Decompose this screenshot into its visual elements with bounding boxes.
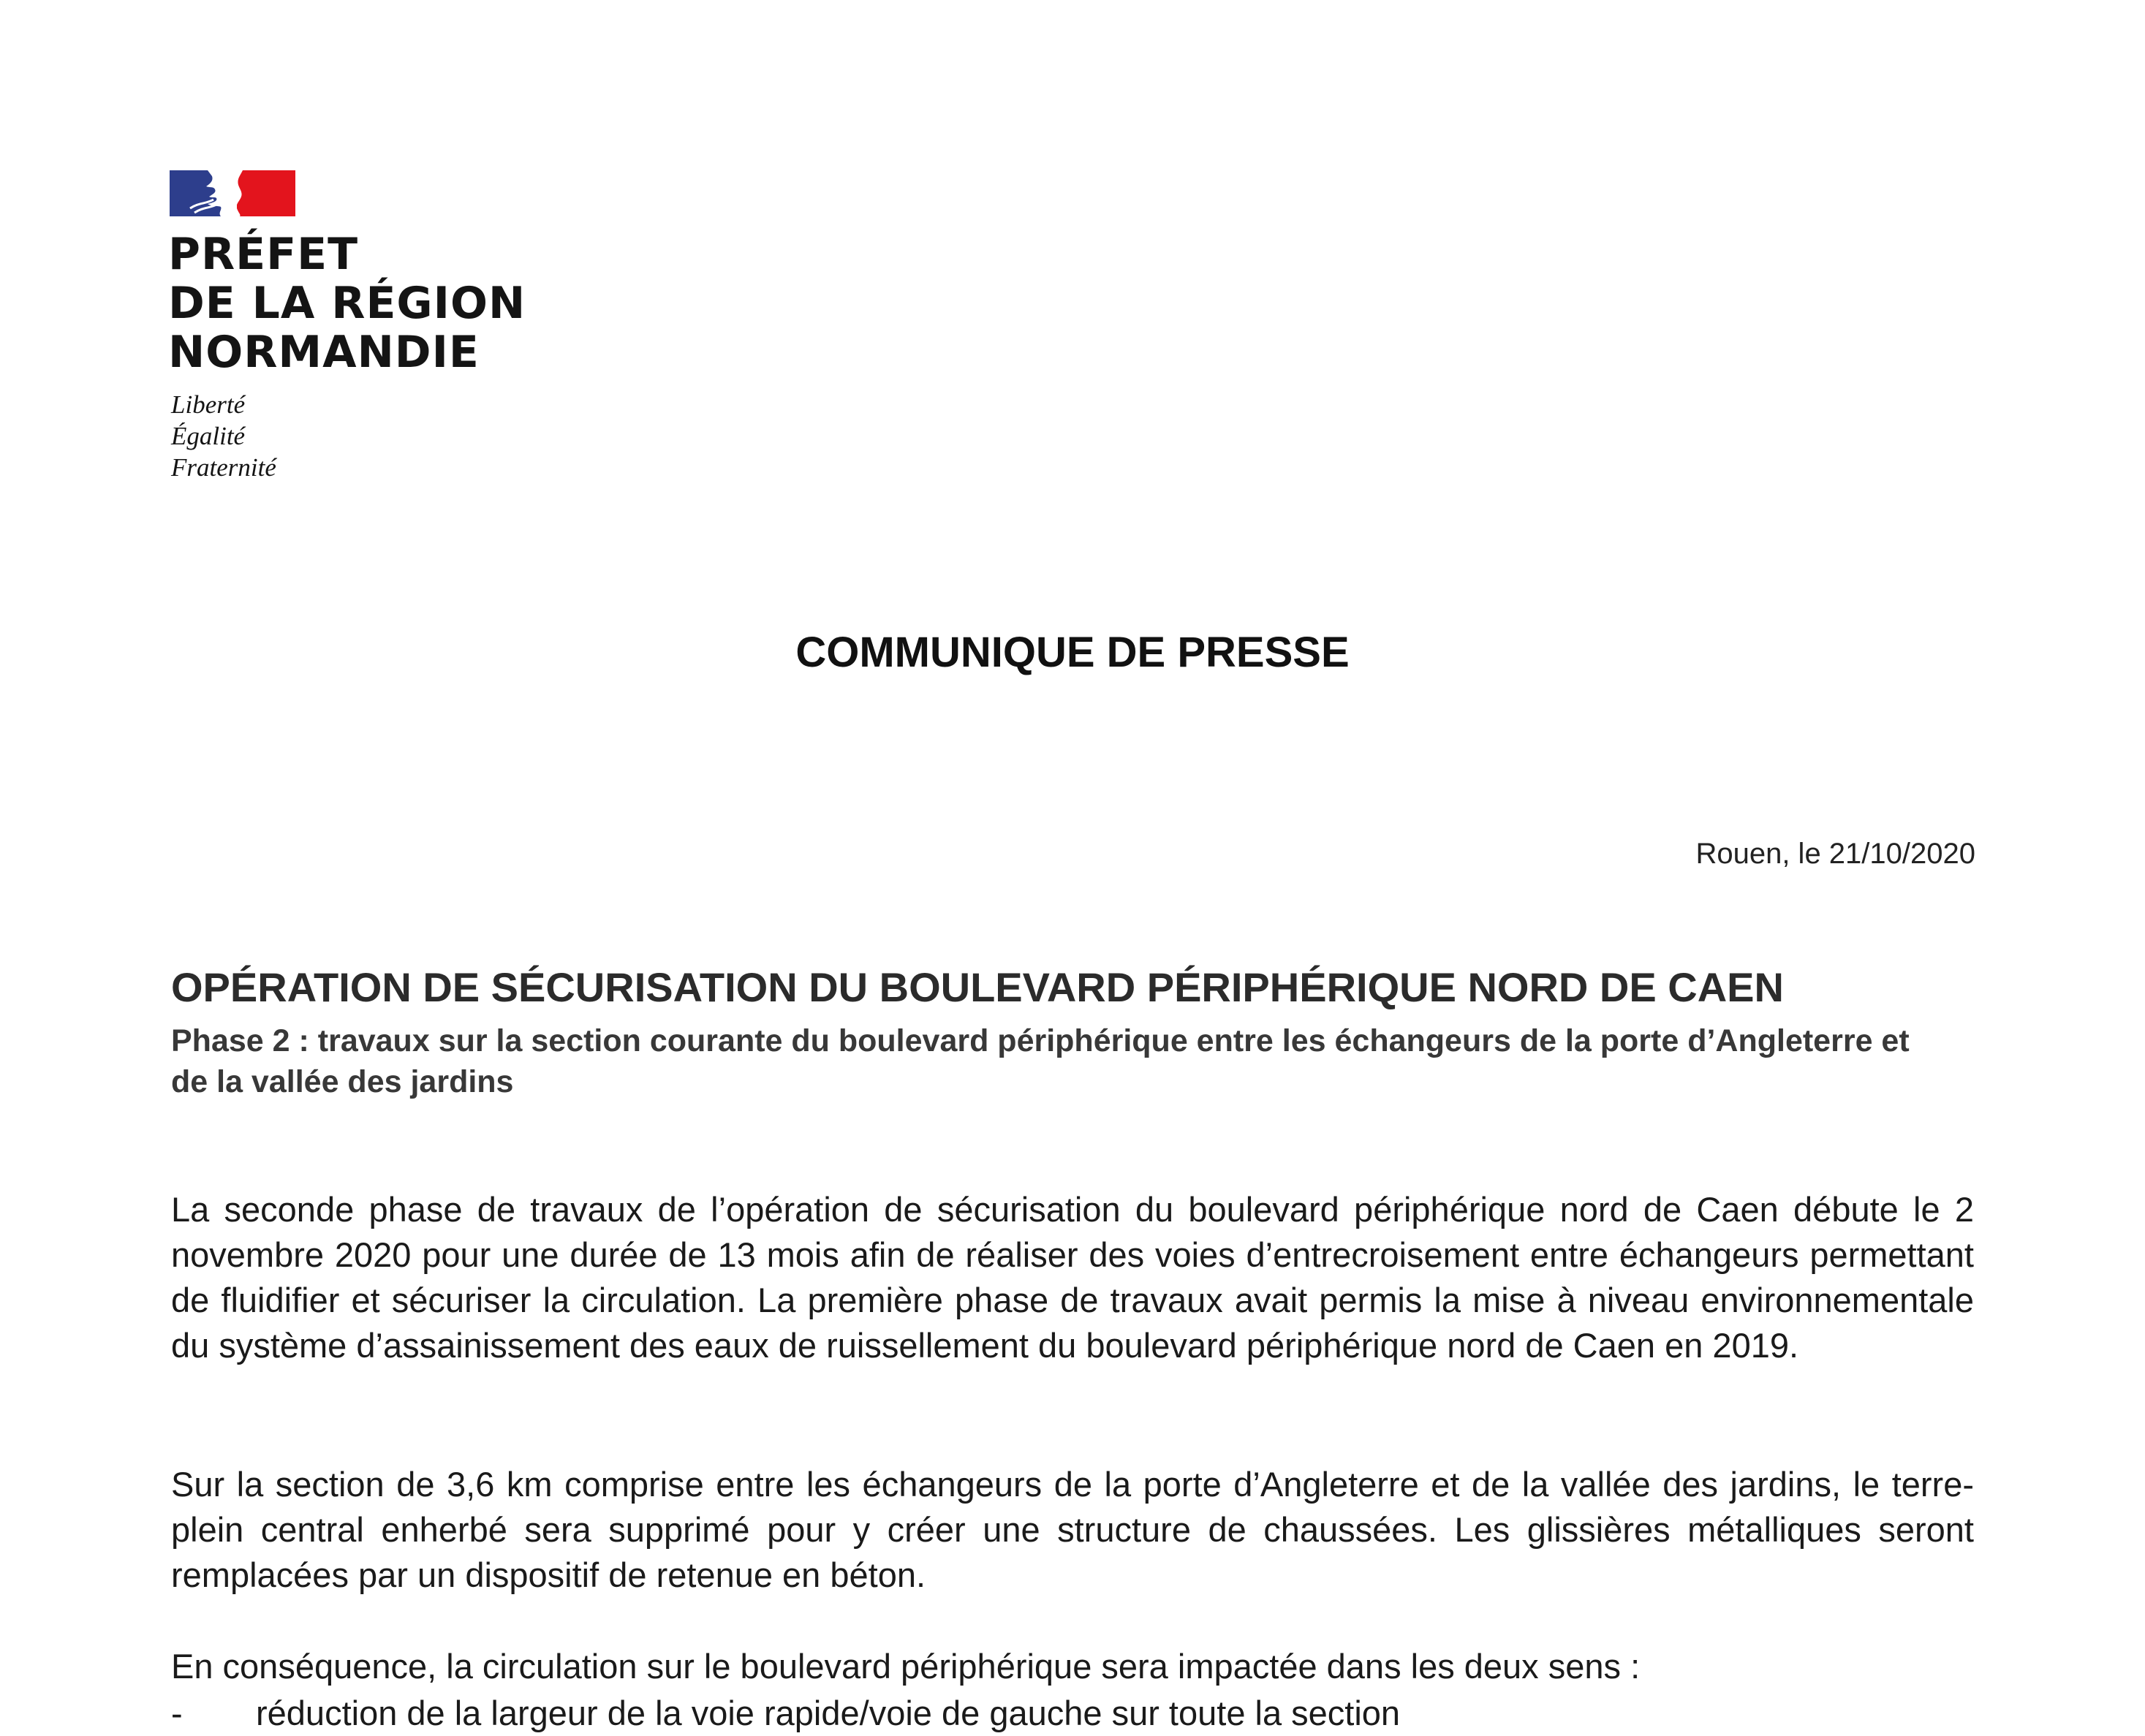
- body-paragraph: Sur la section de 3,6 km comprise entre les échangeurs de la porte d’Angleterre et de la vallée des jardins, le terre-plein central enherbé sera supprimé pour y créer une structure de chaussées. Les glissières métalliques seront remplacées par un dispositif de retenue en béton.: [171, 1465, 1974, 1594]
- motto-egalite: Égalité: [171, 422, 246, 450]
- marianne-flag-logo: [170, 170, 295, 216]
- list-item-text: réduction de la largeur de la voie rapide/voie de gauche sur toute la section: [256, 1694, 1401, 1732]
- place-and-date: Rouen, le 21/10/2020: [1695, 838, 1975, 870]
- list-item: [171, 1691, 1400, 1736]
- body-paragraph: La seconde phase de travaux de l’opération de sécurisation du boulevard périphérique nord de Caen débute le 2 novembre 2020 pour une durée de 13 mois afin de réaliser des voies d’entrecroisement entre échangeurs permettant de fluidifier et sécuriser la circulation. La première phase de travaux avait permis la mise à niveau environnementale du système d’assainissement des eaux de ruissellement du boulevard périphérique nord de Caen en 2019.: [171, 1190, 1974, 1365]
- document-type-heading: COMMUNIQUE DE PRESSE: [795, 629, 1350, 676]
- brand-line-region: DE LA RÉGION: [168, 278, 526, 329]
- list-bullet: -: [171, 1694, 183, 1732]
- press-release-title: OPÉRATION DE SÉCURISATION DU BOULEVARD PÉRIPHÉRIQUE NORD DE CAEN: [171, 964, 1784, 1010]
- prefet-brand-block: [168, 230, 526, 377]
- body-paragraph: En conséquence, la circulation sur le boulevard périphérique sera impactée dans les deux sens :: [171, 1647, 1641, 1686]
- brand-line-prefet: PRÉFET: [168, 229, 359, 280]
- motto-liberte: Liberté: [171, 390, 246, 419]
- brand-line-normandie: NORMANDIE: [168, 327, 480, 378]
- republic-motto: [171, 389, 276, 483]
- flag-red-band: [237, 170, 295, 216]
- motto-fraternite: Fraternité: [171, 453, 276, 482]
- press-release-subtitle: Phase 2 : travaux sur la section courante du boulevard périphérique entre les échangeurs de la porte d’Angleterre et de la vallée des jardins: [171, 1023, 1910, 1099]
